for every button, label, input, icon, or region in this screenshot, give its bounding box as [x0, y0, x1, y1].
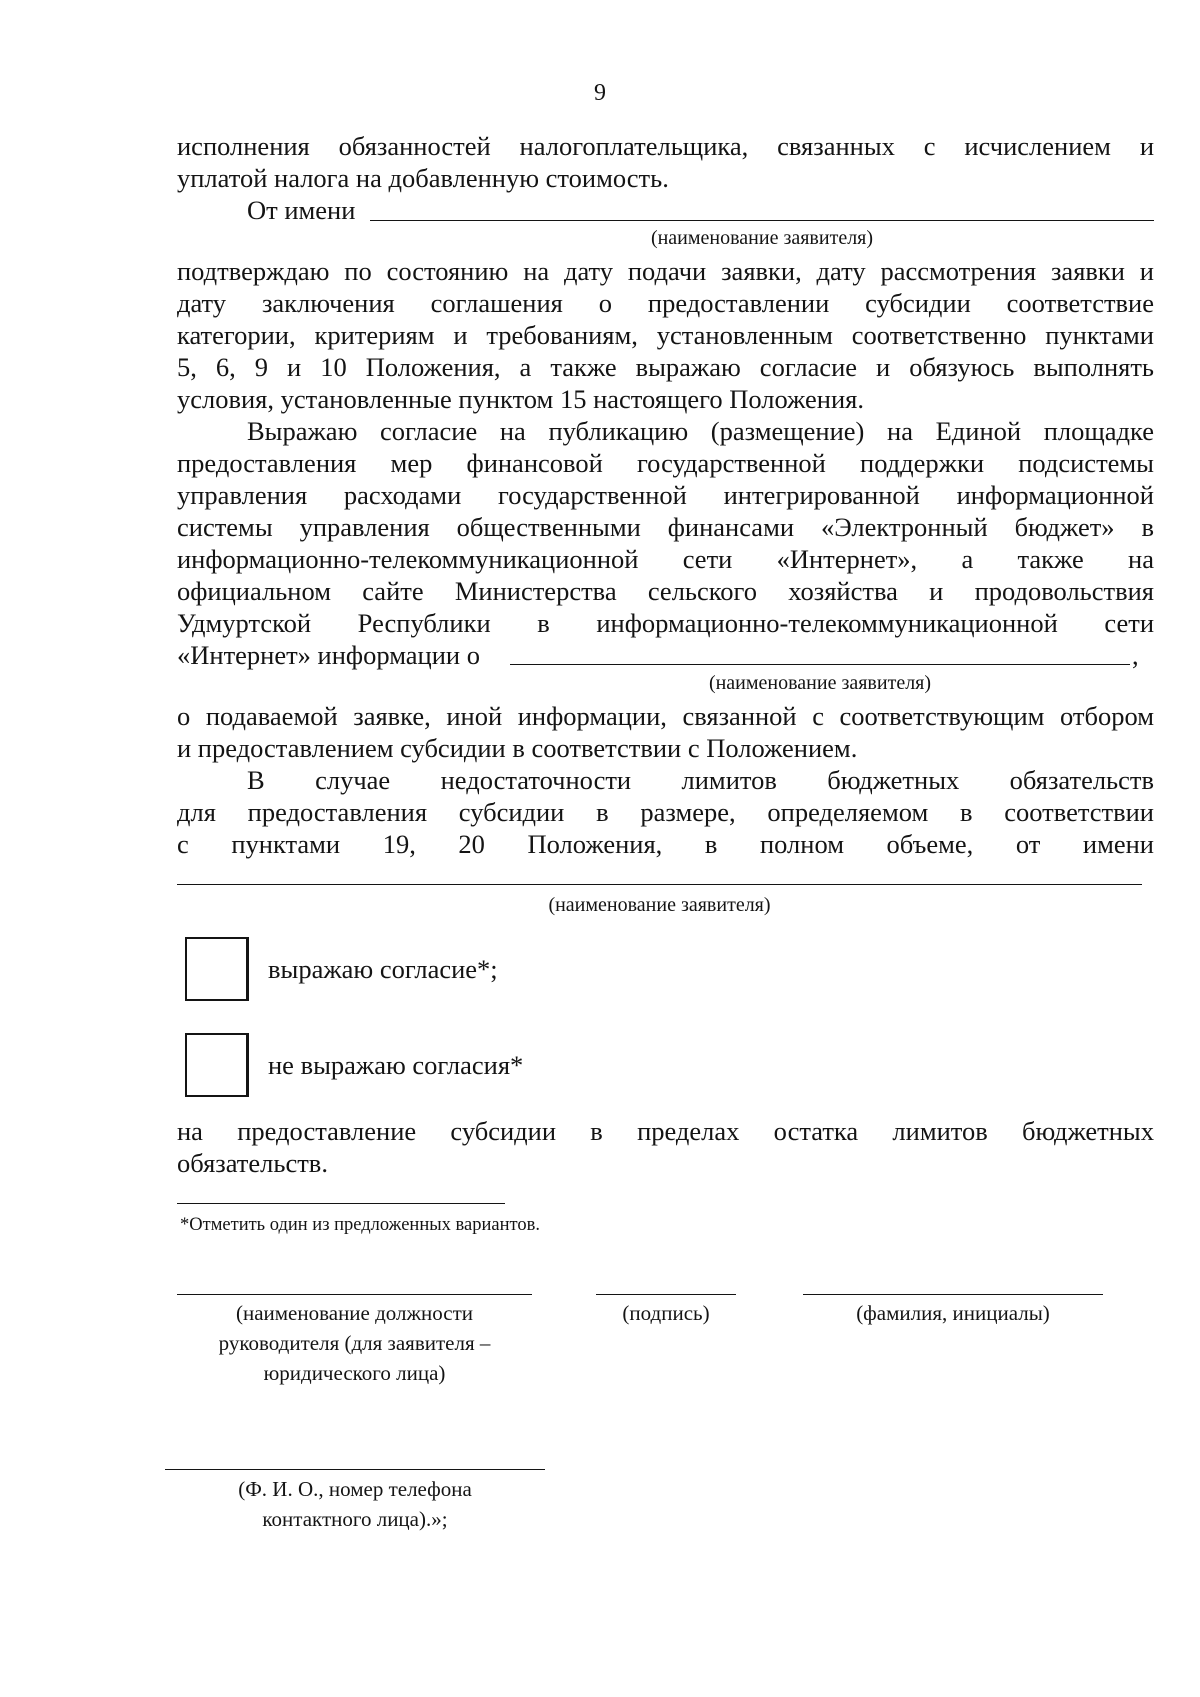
position-hint	[162, 1298, 547, 1388]
position-hint-line-3: юридического лица)	[263, 1361, 446, 1385]
paragraph-3-line-5: информационно-телекоммуникационной сети «Интернет», а также на	[177, 544, 1154, 574]
consent-option-label: выражаю согласие*;	[268, 954, 498, 984]
paragraph-3-line-7: Удмуртской Республики в информационно-телекоммуникационной сети	[177, 608, 1154, 638]
paragraph-2-line-3: категории, критериям и требованиям, установленным соответственно пунктами	[177, 320, 1154, 350]
paragraph-3-line-3: управления расходами государственной интегрированной информационной	[177, 480, 1154, 510]
no-consent-option-label: не выражаю согласия*	[268, 1050, 524, 1080]
paragraph-5-line-2: для предоставления субсидии в размере, определяемом в соответствии	[177, 797, 1154, 827]
position-hint-line-1: (наименование должности	[235, 1301, 474, 1325]
paragraph-6-line-1: на предоставление субсидии в пределах остатка лимитов бюджетных	[177, 1116, 1154, 1146]
contact-field[interactable]	[165, 1469, 545, 1470]
signature-hint: (подпись)	[622, 1301, 710, 1325]
paragraph-3-line-6: официальном сайте Министерства сельского хозяйства и продовольствия	[177, 576, 1154, 606]
consent-checkbox[interactable]	[185, 937, 249, 1001]
applicant-name-field-3[interactable]	[177, 884, 1142, 885]
paragraph-5-line-1: В случае недостаточности лимитов бюджетных обязательств	[247, 765, 1154, 795]
footnote-separator	[177, 1203, 505, 1204]
applicant-hint-1: (наименование заявителя)	[650, 227, 874, 249]
position-field[interactable]	[177, 1294, 532, 1295]
applicant-hint-3: (наименование заявителя)	[548, 894, 771, 916]
contact-hint-line-1: (Ф. И. О., номер телефона	[238, 1477, 472, 1501]
paragraph-1-line-2: уплатой налога на добавленную стоимость.	[177, 163, 669, 193]
page-number: 9	[594, 80, 606, 106]
paragraph-4-line-1: о подаваемой заявке, иной информации, связанной с соответствующим отбором	[177, 701, 1154, 731]
paragraph-3-line-4: системы управления общественными финансами «Электронный бюджет» в	[177, 512, 1154, 542]
paragraph-2-line-4: 5, 6, 9 и 10 Положения, а также выражаю согласие и обязуюсь выполнять	[177, 352, 1154, 382]
position-hint-line-2: руководителя (для заявителя –	[218, 1331, 491, 1355]
paragraph-2-line-1: подтверждаю по состоянию на дату подачи заявки, дату рассмотрения заявки и	[177, 256, 1154, 286]
paragraph-3-last-line-prefix: «Интернет» информации о	[177, 640, 480, 670]
signature-field[interactable]	[596, 1294, 736, 1295]
paragraph-2-line-5: условия, установленные пунктом 15 настоящего Положения.	[177, 384, 864, 414]
from-name-label: От имени	[247, 195, 356, 225]
no-consent-checkbox[interactable]	[185, 1033, 249, 1097]
paragraph-3-line-1: Выражаю согласие на публикацию (размещение) на Единой площадке	[247, 416, 1154, 446]
applicant-name-field-2[interactable]	[510, 664, 1130, 665]
paragraph-3-line-2: предоставления мер финансовой государственной поддержки подсистемы	[177, 448, 1154, 478]
contact-hint	[165, 1474, 545, 1534]
footnote: *Отметить один из предложенных вариантов.	[180, 1215, 540, 1235]
paragraph-2-line-2: дату заключения соглашения о предоставлении субсидии соответствие	[177, 288, 1154, 318]
paragraph-1-line-1: исполнения обязанностей налогоплательщика, связанных с исчислением и	[177, 131, 1154, 161]
applicant-name-field-1[interactable]	[370, 220, 1154, 221]
name-hint: (фамилия, инициалы)	[856, 1301, 1050, 1325]
contact-hint-line-2: контактного лица).»;	[262, 1507, 448, 1531]
name-field[interactable]	[803, 1294, 1103, 1295]
paragraph-4-line-2: и предоставлением субсидии в соответствии с Положением.	[177, 733, 858, 763]
paragraph-3-last-line-suffix: ,	[1132, 640, 1139, 670]
paragraph-5-line-3: с пунктами 19, 20 Положения, в полном объеме, от имени	[177, 829, 1154, 859]
applicant-hint-2: (наименование заявителя)	[708, 672, 932, 694]
paragraph-6-line-2: обязательств.	[177, 1148, 328, 1178]
